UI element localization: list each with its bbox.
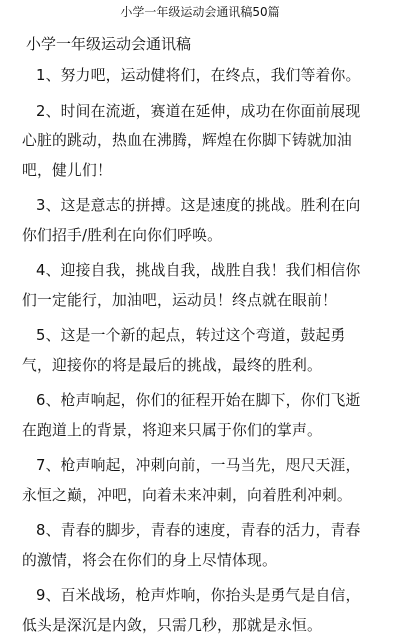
list-item: 5、这是一个新的起点，转过这个弯道，鼓起勇气，迎接你的将是最后的挑战，最终的胜利。	[22, 327, 346, 374]
list-item: 1、努力吧，运动健将们，在终点，我们等着你。	[36, 67, 361, 84]
list-item: 7、枪声响起，冲刺向前，一马当先，咫尺天涯，永恒之巅，冲吧，向着未来冲刺，向着胜利冲刺。	[22, 457, 361, 504]
list-item: 9、百米战场，枪声炸响，你抬头是勇气是自信，低头是深沉是内敛，只需几秒，那就是永恒。	[22, 587, 361, 634]
document-title: 小学一年级运动会通讯稿50篇	[120, 5, 280, 19]
document-subtitle: 小学一年级运动会通讯稿	[26, 35, 192, 53]
list-item: 6、枪声响起，你们的征程开始在脚下，你们飞逝在跑道上的背景，将迎来只属于你们的掌声。	[22, 392, 361, 439]
slogan-list	[0, 61, 400, 640]
list-item: 4、迎接自我，挑战自我，战胜自我！我们相信你们一定能行，加油吧，运动员！终点就在眼前！	[22, 262, 361, 309]
list-item: 8、青春的脚步，青春的速度，青春的活力，青春的激情，将会在你们的身上尽情体现。	[22, 522, 361, 569]
list-item: 2、时间在流逝，赛道在延伸，成功在你面前展现心脏的跳动，热血在沸腾，辉煌在你脚下铸就加油吧，健儿们！	[22, 102, 361, 179]
list-item: 3、这是意志的拼搏。这是速度的挑战。胜利在向你们招手/胜利在向你们呼唤。	[22, 197, 361, 244]
